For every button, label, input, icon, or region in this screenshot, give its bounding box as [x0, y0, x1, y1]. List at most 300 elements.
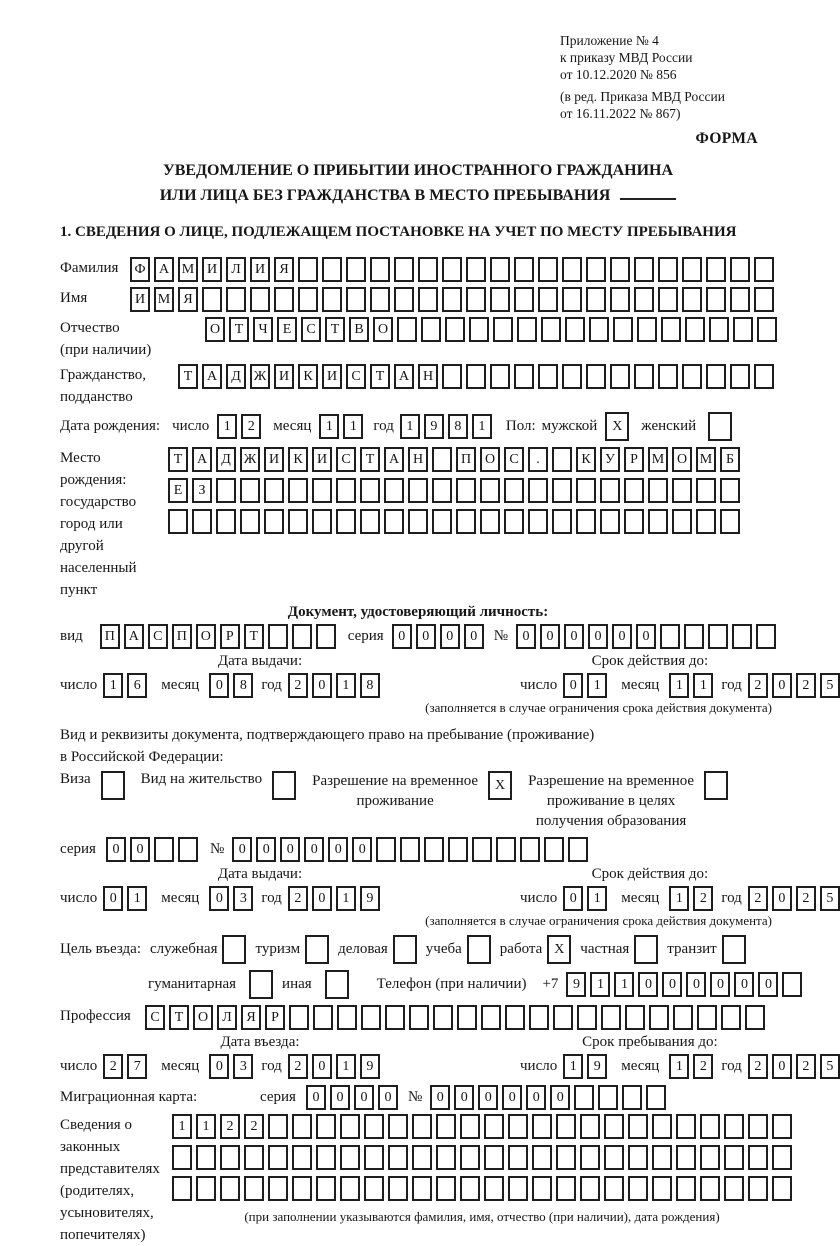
given-name-cell[interactable] — [370, 287, 390, 312]
profession-cell[interactable] — [649, 1005, 669, 1030]
given-name-cell[interactable]: Я — [178, 287, 198, 312]
legal-reps-cell[interactable] — [628, 1145, 648, 1170]
citizenship-cell[interactable] — [706, 364, 726, 389]
birth-place-cell[interactable] — [240, 478, 260, 503]
phone-digit-cell[interactable]: 0 — [734, 972, 754, 997]
patronymic-cell[interactable] — [541, 317, 561, 342]
birth-place-cell[interactable]: Н — [408, 447, 428, 472]
legal-reps-cell[interactable] — [628, 1176, 648, 1201]
profession-cell[interactable]: С — [145, 1005, 165, 1030]
birth-place-cell[interactable] — [576, 509, 596, 534]
birth-place-cell[interactable] — [312, 478, 332, 503]
residence-issue-month-cell[interactable]: 0 — [209, 886, 229, 911]
citizenship-cell[interactable] — [466, 364, 486, 389]
patronymic-cell[interactable] — [397, 317, 417, 342]
legal-reps-cell[interactable]: 2 — [220, 1114, 240, 1139]
birth-place-cell[interactable] — [720, 509, 740, 534]
profession-cell[interactable] — [673, 1005, 693, 1030]
identity-issue-year-cell[interactable]: 8 — [360, 673, 380, 698]
legal-reps-cell[interactable] — [460, 1176, 480, 1201]
legal-reps-cell[interactable] — [652, 1145, 672, 1170]
birth-day-cell[interactable]: 2 — [241, 414, 261, 439]
legal-reps-cell[interactable] — [268, 1114, 288, 1139]
residence-number-cell[interactable] — [544, 837, 564, 862]
profession-cell[interactable] — [313, 1005, 333, 1030]
birth-place-cell[interactable] — [336, 509, 356, 534]
purpose-tourism-checkbox[interactable] — [305, 935, 329, 964]
residence-expiry-year-cell[interactable]: 0 — [772, 886, 792, 911]
legal-reps-cell[interactable] — [244, 1176, 264, 1201]
birth-place-cell[interactable]: О — [672, 447, 692, 472]
patronymic-cell[interactable]: О — [205, 317, 225, 342]
surname-cell[interactable] — [514, 257, 534, 282]
birth-place-cell[interactable] — [504, 478, 524, 503]
phone-digit-cell[interactable]: 0 — [662, 972, 682, 997]
birth-place-cell[interactable] — [456, 509, 476, 534]
legal-reps-cell[interactable] — [172, 1176, 192, 1201]
legal-reps-cell[interactable] — [724, 1114, 744, 1139]
residence-series-cell[interactable] — [154, 837, 174, 862]
legal-reps-cell[interactable] — [292, 1145, 312, 1170]
entry-day-cell[interactable]: 2 — [103, 1054, 123, 1079]
birth-place-cell[interactable]: Е — [168, 478, 188, 503]
purpose-business-checkbox[interactable] — [393, 935, 417, 964]
entry-year-cell[interactable]: 1 — [336, 1054, 356, 1079]
patronymic-cell[interactable] — [733, 317, 753, 342]
given-name-cell[interactable]: И — [130, 287, 150, 312]
patronymic-cell[interactable]: Т — [325, 317, 345, 342]
birth-place-cell[interactable] — [624, 478, 644, 503]
birth-place-cell[interactable]: М — [696, 447, 716, 472]
identity-expiry-day-cell[interactable]: 1 — [587, 673, 607, 698]
citizenship-cell[interactable] — [658, 364, 678, 389]
identity-kind-cell[interactable] — [316, 624, 336, 649]
surname-cell[interactable]: Л — [226, 257, 246, 282]
identity-issue-month-cell[interactable]: 0 — [209, 673, 229, 698]
phone-digit-cell[interactable]: 1 — [590, 972, 610, 997]
citizenship-cell[interactable] — [442, 364, 462, 389]
legal-reps-cell[interactable] — [724, 1176, 744, 1201]
temp-permit-checkbox[interactable]: X — [488, 771, 512, 800]
residence-series-cell[interactable]: 0 — [106, 837, 126, 862]
patronymic-cell[interactable] — [469, 317, 489, 342]
given-name-cell[interactable] — [466, 287, 486, 312]
patronymic-cell[interactable]: С — [301, 317, 321, 342]
legal-reps-cell[interactable] — [700, 1176, 720, 1201]
birth-place-cell[interactable] — [480, 509, 500, 534]
birth-place-cell[interactable] — [600, 509, 620, 534]
residence-expiry-day-cell[interactable]: 1 — [587, 886, 607, 911]
birth-place-cell[interactable]: О — [480, 447, 500, 472]
given-name-cell[interactable] — [562, 287, 582, 312]
surname-cell[interactable] — [298, 257, 318, 282]
birth-place-cell[interactable] — [672, 478, 692, 503]
birth-place-cell[interactable] — [552, 509, 572, 534]
purpose-study-checkbox[interactable] — [467, 935, 491, 964]
surname-cell[interactable]: А — [154, 257, 174, 282]
profession-cell[interactable] — [289, 1005, 309, 1030]
identity-number-cell[interactable]: 0 — [588, 624, 608, 649]
surname-cell[interactable] — [730, 257, 750, 282]
identity-kind-cell[interactable] — [268, 624, 288, 649]
surname-cell[interactable]: И — [250, 257, 270, 282]
birth-month-cell[interactable]: 1 — [343, 414, 363, 439]
identity-number-cell[interactable] — [732, 624, 752, 649]
profession-cell[interactable]: Т — [169, 1005, 189, 1030]
birth-place-cell[interactable]: С — [336, 447, 356, 472]
legal-reps-cell[interactable] — [460, 1114, 480, 1139]
birth-place-cell[interactable]: П — [456, 447, 476, 472]
birth-place-cell[interactable] — [384, 509, 404, 534]
visa-checkbox[interactable] — [101, 771, 125, 800]
given-name-cell[interactable] — [226, 287, 246, 312]
legal-reps-cell[interactable] — [604, 1145, 624, 1170]
entry-day-cell[interactable]: 7 — [127, 1054, 147, 1079]
identity-number-cell[interactable]: 0 — [636, 624, 656, 649]
citizenship-cell[interactable] — [562, 364, 582, 389]
birth-place-cell[interactable] — [576, 478, 596, 503]
legal-reps-cell[interactable] — [436, 1176, 456, 1201]
profession-cell[interactable]: Л — [217, 1005, 237, 1030]
identity-number-cell[interactable] — [660, 624, 680, 649]
citizenship-cell[interactable]: С — [346, 364, 366, 389]
birth-place-cell[interactable] — [384, 478, 404, 503]
birth-place-cell[interactable] — [696, 509, 716, 534]
migration-number-cell[interactable]: 0 — [478, 1085, 498, 1110]
birth-place-cell[interactable] — [648, 478, 668, 503]
legal-reps-cell[interactable] — [388, 1176, 408, 1201]
residence-number-cell[interactable]: 0 — [352, 837, 372, 862]
identity-expiry-month-cell[interactable]: 1 — [693, 673, 713, 698]
residence-expiry-year-cell[interactable]: 2 — [748, 886, 768, 911]
legal-reps-cell[interactable] — [388, 1145, 408, 1170]
legal-reps-cell[interactable] — [604, 1114, 624, 1139]
birth-place-cell[interactable] — [360, 478, 380, 503]
stay-day-cell[interactable]: 9 — [587, 1054, 607, 1079]
identity-expiry-month-cell[interactable]: 1 — [669, 673, 689, 698]
birth-place-cell[interactable] — [432, 447, 452, 472]
citizenship-cell[interactable]: И — [322, 364, 342, 389]
profession-cell[interactable] — [385, 1005, 405, 1030]
residence-number-cell[interactable]: 0 — [256, 837, 276, 862]
residence-expiry-day-cell[interactable]: 0 — [563, 886, 583, 911]
profession-cell[interactable] — [601, 1005, 621, 1030]
migration-series-cell[interactable]: 0 — [330, 1085, 350, 1110]
legal-reps-cell[interactable] — [196, 1176, 216, 1201]
profession-cell[interactable] — [433, 1005, 453, 1030]
profession-cell[interactable]: Р — [265, 1005, 285, 1030]
citizenship-cell[interactable] — [538, 364, 558, 389]
citizenship-cell[interactable]: И — [274, 364, 294, 389]
surname-cell[interactable] — [610, 257, 630, 282]
birth-place-cell[interactable] — [600, 478, 620, 503]
birth-place-cell[interactable] — [168, 509, 188, 534]
stay-year-cell[interactable]: 2 — [796, 1054, 816, 1079]
citizenship-cell[interactable]: А — [394, 364, 414, 389]
phone-digit-cell[interactable]: 0 — [758, 972, 778, 997]
entry-year-cell[interactable]: 0 — [312, 1054, 332, 1079]
birth-place-cell[interactable]: У — [600, 447, 620, 472]
citizenship-cell[interactable] — [514, 364, 534, 389]
birth-place-cell[interactable] — [312, 509, 332, 534]
birth-place-cell[interactable] — [672, 509, 692, 534]
birth-year-cell[interactable]: 9 — [424, 414, 444, 439]
legal-reps-cell[interactable] — [436, 1145, 456, 1170]
purpose-work-checkbox[interactable]: X — [547, 935, 571, 964]
birth-place-cell[interactable]: К — [288, 447, 308, 472]
identity-kind-cell[interactable]: О — [196, 624, 216, 649]
given-name-cell[interactable] — [418, 287, 438, 312]
surname-cell[interactable]: М — [178, 257, 198, 282]
purpose-official-checkbox[interactable] — [222, 935, 246, 964]
residence-expiry-year-cell[interactable]: 5 — [820, 886, 840, 911]
phone-digit-cell[interactable]: 0 — [710, 972, 730, 997]
birth-place-cell[interactable]: М — [648, 447, 668, 472]
phone-digit-cell[interactable]: 0 — [686, 972, 706, 997]
residence-expiry-year-cell[interactable]: 2 — [796, 886, 816, 911]
legal-reps-cell[interactable] — [364, 1176, 384, 1201]
legal-reps-cell[interactable] — [316, 1176, 336, 1201]
identity-expiry-day-cell[interactable]: 0 — [563, 673, 583, 698]
residence-number-cell[interactable]: 0 — [304, 837, 324, 862]
given-name-cell[interactable] — [442, 287, 462, 312]
identity-kind-cell[interactable]: П — [172, 624, 192, 649]
given-name-cell[interactable] — [706, 287, 726, 312]
patronymic-cell[interactable]: Т — [229, 317, 249, 342]
identity-series-cell[interactable]: 0 — [392, 624, 412, 649]
identity-number-cell[interactable]: 0 — [516, 624, 536, 649]
given-name-cell[interactable] — [394, 287, 414, 312]
patronymic-cell[interactable]: Ч — [253, 317, 273, 342]
citizenship-cell[interactable] — [682, 364, 702, 389]
legal-reps-cell[interactable] — [412, 1145, 432, 1170]
birth-place-cell[interactable] — [696, 478, 716, 503]
birth-place-cell[interactable] — [240, 509, 260, 534]
identity-series-cell[interactable]: 0 — [416, 624, 436, 649]
purpose-humanitarian-checkbox[interactable] — [249, 970, 273, 999]
legal-reps-cell[interactable] — [772, 1145, 792, 1170]
legal-reps-cell[interactable] — [652, 1176, 672, 1201]
identity-expiry-year-cell[interactable]: 2 — [796, 673, 816, 698]
migration-number-cell[interactable]: 0 — [430, 1085, 450, 1110]
given-name-cell[interactable] — [298, 287, 318, 312]
migration-number-cell[interactable]: 0 — [502, 1085, 522, 1110]
legal-reps-cell[interactable] — [340, 1114, 360, 1139]
entry-year-cell[interactable]: 9 — [360, 1054, 380, 1079]
identity-expiry-year-cell[interactable]: 2 — [748, 673, 768, 698]
patronymic-cell[interactable]: В — [349, 317, 369, 342]
patronymic-cell[interactable] — [709, 317, 729, 342]
identity-kind-cell[interactable]: П — [100, 624, 120, 649]
legal-reps-cell[interactable] — [268, 1176, 288, 1201]
legal-reps-cell[interactable] — [556, 1145, 576, 1170]
residence-number-cell[interactable] — [496, 837, 516, 862]
residence-number-cell[interactable] — [376, 837, 396, 862]
profession-cell[interactable] — [505, 1005, 525, 1030]
identity-number-cell[interactable]: 0 — [612, 624, 632, 649]
given-name-cell[interactable] — [682, 287, 702, 312]
surname-cell[interactable] — [394, 257, 414, 282]
profession-cell[interactable] — [625, 1005, 645, 1030]
stay-month-cell[interactable]: 1 — [669, 1054, 689, 1079]
profession-cell[interactable] — [529, 1005, 549, 1030]
residence-number-cell[interactable] — [568, 837, 588, 862]
phone-digit-cell[interactable]: 0 — [638, 972, 658, 997]
birth-place-cell[interactable] — [336, 478, 356, 503]
identity-expiry-year-cell[interactable]: 5 — [820, 673, 840, 698]
birth-place-cell[interactable] — [552, 447, 572, 472]
legal-reps-cell[interactable] — [772, 1176, 792, 1201]
birth-place-cell[interactable]: Р — [624, 447, 644, 472]
surname-cell[interactable] — [586, 257, 606, 282]
birth-place-cell[interactable]: З — [192, 478, 212, 503]
profession-cell[interactable] — [361, 1005, 381, 1030]
legal-reps-cell[interactable] — [484, 1145, 504, 1170]
residence-number-cell[interactable]: 0 — [232, 837, 252, 862]
birth-place-cell[interactable] — [192, 509, 212, 534]
legal-reps-cell[interactable] — [532, 1176, 552, 1201]
migration-series-cell[interactable]: 0 — [306, 1085, 326, 1110]
residence-number-cell[interactable] — [520, 837, 540, 862]
residence-number-cell[interactable] — [400, 837, 420, 862]
residence-issue-day-cell[interactable]: 1 — [127, 886, 147, 911]
surname-cell[interactable] — [562, 257, 582, 282]
given-name-cell[interactable] — [490, 287, 510, 312]
birth-place-cell[interactable]: С — [504, 447, 524, 472]
identity-kind-cell[interactable]: А — [124, 624, 144, 649]
patronymic-cell[interactable] — [445, 317, 465, 342]
identity-series-cell[interactable]: 0 — [464, 624, 484, 649]
birth-place-cell[interactable] — [504, 509, 524, 534]
citizenship-cell[interactable]: К — [298, 364, 318, 389]
stay-month-cell[interactable]: 2 — [693, 1054, 713, 1079]
identity-issue-month-cell[interactable]: 8 — [233, 673, 253, 698]
phone-digit-cell[interactable] — [782, 972, 802, 997]
birth-place-cell[interactable] — [456, 478, 476, 503]
birth-place-cell[interactable] — [480, 478, 500, 503]
patronymic-cell[interactable] — [517, 317, 537, 342]
birth-place-cell[interactable] — [288, 509, 308, 534]
legal-reps-cell[interactable] — [268, 1145, 288, 1170]
citizenship-cell[interactable] — [730, 364, 750, 389]
birth-place-cell[interactable] — [720, 478, 740, 503]
identity-issue-year-cell[interactable]: 2 — [288, 673, 308, 698]
legal-reps-cell[interactable] — [484, 1114, 504, 1139]
birth-place-cell[interactable] — [216, 478, 236, 503]
given-name-cell[interactable] — [322, 287, 342, 312]
patronymic-cell[interactable] — [661, 317, 681, 342]
legal-reps-cell[interactable] — [580, 1114, 600, 1139]
patronymic-cell[interactable] — [589, 317, 609, 342]
profession-cell[interactable] — [337, 1005, 357, 1030]
surname-cell[interactable] — [658, 257, 678, 282]
patronymic-cell[interactable]: О — [373, 317, 393, 342]
legal-reps-cell[interactable] — [532, 1114, 552, 1139]
profession-cell[interactable] — [577, 1005, 597, 1030]
residence-number-cell[interactable]: 0 — [280, 837, 300, 862]
residence-number-cell[interactable] — [472, 837, 492, 862]
patronymic-cell[interactable] — [613, 317, 633, 342]
entry-month-cell[interactable]: 0 — [209, 1054, 229, 1079]
residence-issue-day-cell[interactable]: 0 — [103, 886, 123, 911]
legal-reps-cell[interactable] — [220, 1176, 240, 1201]
profession-cell[interactable] — [553, 1005, 573, 1030]
profession-cell[interactable] — [409, 1005, 429, 1030]
citizenship-cell[interactable] — [754, 364, 774, 389]
legal-reps-cell[interactable] — [676, 1176, 696, 1201]
given-name-cell[interactable]: М — [154, 287, 174, 312]
legal-reps-cell[interactable] — [556, 1176, 576, 1201]
surname-cell[interactable] — [538, 257, 558, 282]
profession-cell[interactable] — [721, 1005, 741, 1030]
birth-place-cell[interactable] — [528, 478, 548, 503]
residence-series-cell[interactable]: 0 — [130, 837, 150, 862]
legal-reps-cell[interactable]: 2 — [244, 1114, 264, 1139]
migration-number-cell[interactable] — [646, 1085, 666, 1110]
birth-year-cell[interactable]: 1 — [472, 414, 492, 439]
birth-place-cell[interactable]: Т — [360, 447, 380, 472]
given-name-cell[interactable] — [202, 287, 222, 312]
stay-year-cell[interactable]: 0 — [772, 1054, 792, 1079]
legal-reps-cell[interactable] — [460, 1145, 480, 1170]
surname-cell[interactable] — [346, 257, 366, 282]
migration-number-cell[interactable] — [622, 1085, 642, 1110]
legal-reps-cell[interactable]: 1 — [172, 1114, 192, 1139]
birth-place-cell[interactable]: И — [264, 447, 284, 472]
given-name-cell[interactable] — [586, 287, 606, 312]
legal-reps-cell[interactable] — [316, 1114, 336, 1139]
legal-reps-cell[interactable] — [340, 1176, 360, 1201]
sex-female-checkbox[interactable] — [708, 412, 732, 441]
legal-reps-cell[interactable] — [748, 1145, 768, 1170]
legal-reps-cell[interactable] — [628, 1114, 648, 1139]
identity-issue-year-cell[interactable]: 0 — [312, 673, 332, 698]
birth-place-cell[interactable] — [288, 478, 308, 503]
citizenship-cell[interactable] — [634, 364, 654, 389]
legal-reps-cell[interactable] — [748, 1176, 768, 1201]
entry-month-cell[interactable]: 3 — [233, 1054, 253, 1079]
citizenship-cell[interactable]: Ж — [250, 364, 270, 389]
legal-reps-cell[interactable] — [724, 1145, 744, 1170]
migration-series-cell[interactable]: 0 — [378, 1085, 398, 1110]
residence-number-cell[interactable] — [424, 837, 444, 862]
migration-number-cell[interactable]: 0 — [526, 1085, 546, 1110]
legal-reps-cell[interactable] — [364, 1145, 384, 1170]
surname-cell[interactable] — [682, 257, 702, 282]
identity-expiry-year-cell[interactable]: 0 — [772, 673, 792, 698]
residence-issue-year-cell[interactable]: 2 — [288, 886, 308, 911]
legal-reps-cell[interactable] — [364, 1114, 384, 1139]
patronymic-cell[interactable]: Е — [277, 317, 297, 342]
profession-cell[interactable]: Я — [241, 1005, 261, 1030]
phone-digit-cell[interactable]: 9 — [566, 972, 586, 997]
profession-cell[interactable] — [481, 1005, 501, 1030]
citizenship-cell[interactable] — [586, 364, 606, 389]
patronymic-cell[interactable] — [493, 317, 513, 342]
stay-day-cell[interactable]: 1 — [563, 1054, 583, 1079]
birth-place-cell[interactable]: . — [528, 447, 548, 472]
legal-reps-cell[interactable] — [292, 1176, 312, 1201]
identity-kind-cell[interactable]: С — [148, 624, 168, 649]
legal-reps-cell[interactable] — [676, 1145, 696, 1170]
citizenship-cell[interactable]: Т — [370, 364, 390, 389]
identity-kind-cell[interactable] — [292, 624, 312, 649]
legal-reps-cell[interactable] — [580, 1176, 600, 1201]
patronymic-cell[interactable] — [565, 317, 585, 342]
entry-year-cell[interactable]: 2 — [288, 1054, 308, 1079]
surname-cell[interactable] — [754, 257, 774, 282]
purpose-other-checkbox[interactable] — [325, 970, 349, 999]
